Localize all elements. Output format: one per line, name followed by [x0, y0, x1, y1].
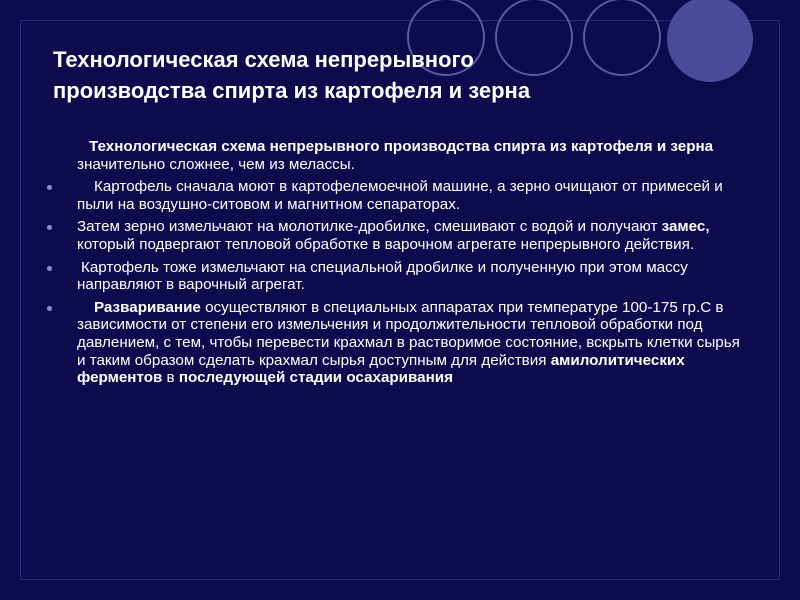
- paragraph-2-text-before: Затем зерно измельчают на молотилке-дробилке, смешивают с водой и получают: [77, 218, 662, 236]
- slide-title: [53, 44, 653, 106]
- intro-bold-text: Технологическая схема непрерывного производства спирта из картофеля и зерна: [89, 138, 714, 155]
- title-line-2: производства спирта из картофеля и зерна: [53, 78, 531, 103]
- paragraph-3-text: Картофель тоже измельчают на специальной дробилке и полученную при этом массу направляют в варочный агрегат.: [77, 258, 688, 294]
- paragraph-4-bold-stage: последующей стадии осахаривания: [178, 369, 453, 387]
- intro-text: значительно сложнее, чем из мелассы.: [77, 155, 355, 173]
- paragraph-4-text: осуществляют в специальных аппаратах при температуре 100-175 гр.С в зависимости от степени его измельчения и продолжительности тепловой обработки под давлением, с тем, чтобы перевести крахмал в растворимое состояние, вскрыть клетки сырья и таким образом сделать крахмал сырья доступным для действия: [77, 298, 740, 369]
- bullet-paragraph-2: [47, 218, 752, 253]
- bullet-paragraph-3: [47, 259, 752, 294]
- slide-body: [47, 138, 752, 392]
- bullet-dot: [47, 185, 52, 190]
- bullet-paragraph-1: [47, 178, 752, 213]
- paragraph-4-bold-lead: Разваривание: [94, 298, 201, 316]
- paragraph-2-text-after: который подвергают тепловой обработке в варочном агрегате непрерывного действия.: [77, 235, 695, 253]
- decor-circle-4: [667, 0, 753, 82]
- bullet-paragraph-4: [47, 299, 752, 387]
- paragraph-4-text-in: в: [162, 369, 179, 387]
- bullet-dot: [47, 225, 52, 230]
- title-line-1: Технологическая схема непрерывного: [53, 47, 474, 72]
- intro-paragraph: [47, 138, 752, 173]
- bullet-dot: [47, 306, 52, 311]
- paragraph-1-text: Картофель сначала моют в картофелемоечной машине, а зерно очищают от примесей и пыли на воздушно-ситовом и магнитном сепараторах.: [77, 178, 723, 213]
- paragraph-2-bold: замес,: [661, 218, 710, 236]
- bullet-dot: [47, 266, 52, 271]
- paragraph-4-bold-enzymes: амилолитических ферментов: [77, 351, 685, 387]
